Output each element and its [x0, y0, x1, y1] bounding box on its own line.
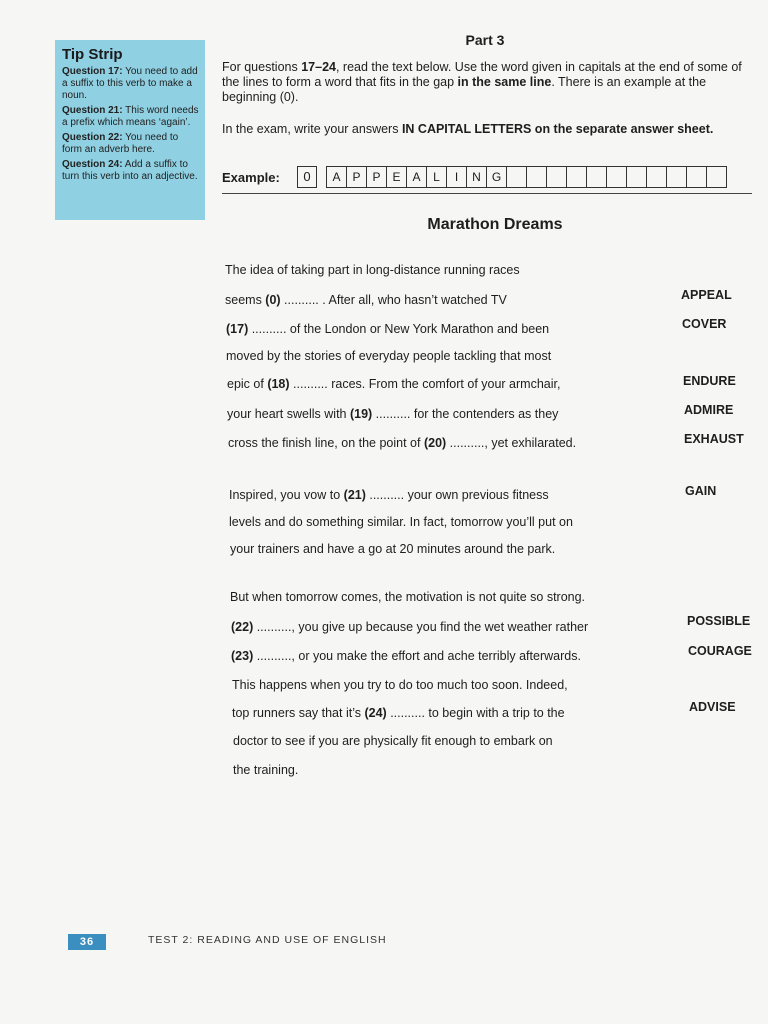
cue-word: COURAGE	[688, 644, 752, 658]
text-line	[229, 514, 573, 530]
example-letter-box	[547, 167, 567, 187]
example-letter-box	[587, 167, 607, 187]
text-segment: epic of	[227, 377, 268, 391]
example-letter-box	[707, 167, 727, 187]
gap-number: (21)	[343, 488, 366, 502]
cue-word: ADVISE	[689, 700, 736, 714]
example-letter-box: E	[387, 167, 407, 187]
cue-word: ADMIRE	[684, 403, 734, 417]
tip-item-text: You need to add a suffix to this verb to make a noun.	[62, 66, 198, 101]
text-segment: seems	[225, 293, 266, 307]
text-line	[231, 648, 581, 664]
text-segment: levels and do something similar. In fact, tomorrow you’ll put on	[229, 515, 573, 529]
text-segment: cross the finish line, on the point of	[228, 436, 424, 450]
text-segment: top runners say that it’s	[232, 706, 365, 720]
tip-item-text: You need to form an adverb here.	[62, 132, 179, 155]
tip-item-text: Add a suffix to turn this verb into an adjective.	[62, 159, 198, 182]
text-segment: .......... to begin with a trip to the	[386, 706, 565, 720]
example-answer-boxes	[326, 166, 727, 188]
text-line	[227, 376, 560, 392]
text-segment: doctor to see if you are physically fit enough to embark on	[233, 734, 553, 748]
text-segment: your heart swells with	[227, 407, 350, 421]
text-segment: .......... races. From the comfort of your armchair,	[289, 377, 561, 391]
tip-item-label: Question 21:	[62, 105, 123, 116]
text-segment: .........., yet exhilarated.	[446, 436, 577, 450]
gap-number: (22)	[231, 620, 254, 634]
tip-item	[62, 132, 199, 156]
text-line	[228, 435, 576, 451]
text-line	[225, 292, 507, 308]
example-letter-box: L	[427, 167, 447, 187]
tip-item-label: Question 22:	[62, 132, 123, 143]
example-letter-box: P	[347, 167, 367, 187]
text-segment: .......... for the contenders as they	[372, 407, 559, 421]
example-letter-box	[607, 167, 627, 187]
divider	[222, 193, 752, 194]
part-title: Part 3	[465, 32, 505, 48]
text-line	[227, 406, 558, 422]
example-letter-box: N	[467, 167, 487, 187]
text-line	[230, 589, 585, 605]
text-line	[233, 733, 553, 749]
example-letter-box	[567, 167, 587, 187]
tip-item	[62, 105, 199, 129]
instructions-text: , read the text below. Use the word given in capitals at the end of some of the lines to form a word that fits in the gap	[222, 60, 742, 89]
instructions-text: . There is an example at the beginning (0).	[222, 75, 707, 104]
gap-number: (24)	[364, 706, 387, 720]
instructions-text: In the exam, write your answers	[222, 122, 402, 136]
footer-text: TEST 2: READING AND USE OF ENGLISH	[148, 934, 387, 946]
instructions-question-range: 17–24	[301, 60, 336, 74]
gap-number: (20)	[423, 436, 447, 450]
exam-instructions	[222, 122, 752, 137]
cue-word: APPEAL	[681, 288, 732, 302]
text-segment: the training.	[233, 763, 299, 777]
tip-item-label: Question 24:	[62, 159, 123, 170]
text-segment: .......... your own previous fitness	[365, 488, 549, 502]
example-letter-box	[687, 167, 707, 187]
tip-item	[62, 159, 199, 183]
text-segment: .......... . After all, who hasn’t watched TV	[280, 293, 507, 307]
cue-word: ENDURE	[683, 374, 736, 388]
example-row	[222, 165, 752, 191]
instructions-emphasis: IN CAPITAL LETTERS on the separate answer sheet.	[401, 122, 714, 136]
text-line	[233, 762, 298, 778]
example-letter-box: I	[447, 167, 467, 187]
text-line	[231, 619, 588, 635]
example-letter-box	[507, 167, 527, 187]
text-segment: But when tomorrow comes, the motivation is not quite so strong.	[230, 590, 586, 604]
text-segment: .........., you give up because you find the wet weather rather	[253, 620, 589, 634]
text-line	[226, 321, 549, 337]
article-title: Marathon Dreams	[427, 216, 563, 233]
text-line	[225, 262, 520, 278]
example-letter-box	[647, 167, 667, 187]
text-segment: This happens when you try to do too much too soon. Indeed,	[232, 678, 568, 692]
example-letter-box: G	[487, 167, 507, 187]
cue-word: COVER	[682, 317, 727, 331]
gap-number: (18)	[267, 377, 290, 391]
cue-word: EXHAUST	[684, 432, 744, 446]
tip-item-label: Question 17:	[62, 66, 123, 77]
example-letter-box	[527, 167, 547, 187]
gap-number: (0)	[265, 293, 281, 307]
tip-item	[62, 66, 199, 102]
instructions-text: For questions	[222, 60, 302, 74]
example-letter-box: A	[327, 167, 347, 187]
example-letter-box: P	[367, 167, 387, 187]
cue-word: GAIN	[685, 484, 717, 498]
text-segment: Inspired, you vow to	[229, 488, 344, 502]
example-letter-box	[627, 167, 647, 187]
gap-number: (17)	[226, 322, 249, 336]
gap-number: (19)	[349, 407, 373, 421]
text-segment: moved by the stories of everyday people tackling that most	[226, 349, 552, 363]
text-line	[226, 348, 551, 364]
tip-strip-title: Tip Strip	[62, 46, 123, 63]
instructions-emphasis: in the same line	[457, 75, 552, 89]
gap-number: (23)	[231, 649, 254, 663]
text-line	[232, 705, 565, 721]
example-letter-box	[667, 167, 687, 187]
example-letter-box: A	[407, 167, 427, 187]
example-label: Example:	[222, 170, 280, 185]
example-number-box: 0	[297, 166, 317, 188]
text-line	[230, 541, 555, 557]
text-segment: your trainers and have a go at 20 minutes around the park.	[230, 542, 556, 556]
text-segment: .......... of the London or New York Marathon and been	[248, 322, 550, 336]
text-line	[229, 487, 549, 503]
text-segment: The idea of taking part in long-distance running races	[225, 263, 520, 277]
instructions	[222, 60, 752, 105]
text-line	[232, 677, 568, 693]
cue-word: POSSIBLE	[687, 614, 751, 628]
tip-item-text: This word needs a prefix which means ‘again’.	[62, 105, 199, 128]
tip-strip	[55, 40, 205, 220]
text-segment: .........., or you make the effort and ache terribly afterwards.	[253, 649, 581, 663]
page-number: 36	[68, 934, 106, 950]
